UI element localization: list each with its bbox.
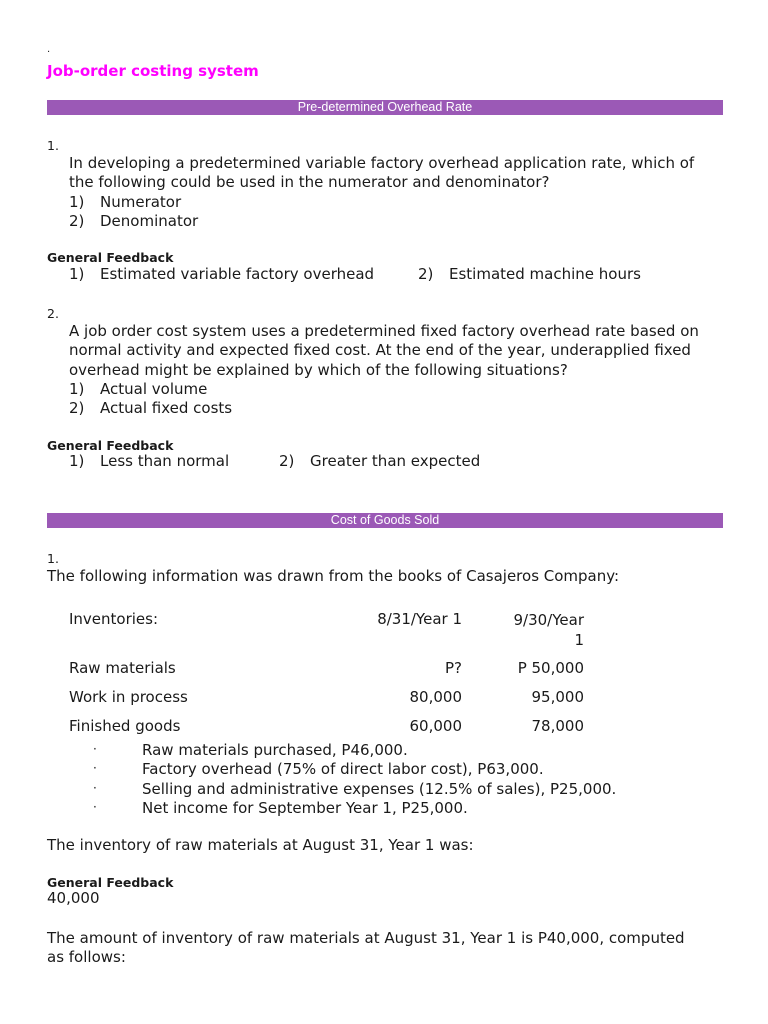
feedback-label: General Feedback — [47, 438, 174, 453]
question-text: The inventory of raw materials at August 31, Year 1 was: — [47, 836, 474, 854]
feedback-label: General Feedback — [47, 250, 174, 265]
question-option — [69, 212, 198, 232]
table-header-date: 8/31/Year 1 — [377, 610, 462, 628]
answer-number: 1) — [69, 265, 85, 283]
question-text-line: In developing a predetermined variable factory overhead application rate, which of — [69, 154, 695, 172]
answer-text: Greater than expected — [310, 452, 481, 470]
document-title: Job-order costing system — [47, 62, 259, 80]
table-header-date-line: 9/30/Year — [513, 611, 584, 629]
bullet-dot: · — [93, 761, 97, 775]
question-number: 1. — [47, 138, 59, 153]
section-header-cogs: Cost of Goods Sold — [47, 513, 723, 528]
list-item: Net income for September Year 1, P25,000. — [142, 799, 468, 817]
question-text-line: A job order cost system uses a predetermined fixed factory overhead rate based on — [69, 322, 699, 340]
option-label: Actual volume — [100, 380, 208, 398]
question-text-line: normal activity and expected fixed cost. At the end of the year, underapplied fixed — [69, 341, 691, 359]
question-intro: The following information was drawn from the books of Casajeros Company: — [47, 567, 620, 585]
section-header-overhead-rate: Pre-determined Overhead Rate — [47, 100, 723, 115]
question-option — [69, 193, 181, 213]
answer-number: 1) — [69, 452, 85, 470]
feedback-answer — [279, 452, 480, 472]
list-item: Selling and administrative expenses (12.5% of sales), P25,000. — [142, 780, 617, 798]
explanation-line: as follows: — [47, 948, 126, 966]
bullet-dot: · — [93, 742, 97, 756]
table-row-label: Work in process — [69, 688, 188, 706]
table-cell: 80,000 — [409, 688, 462, 706]
answer-number: 2) — [418, 265, 434, 283]
answer-text: Estimated variable factory overhead — [100, 265, 375, 283]
table-header-label: Inventories: — [69, 610, 159, 628]
list-item: Raw materials purchased, P46,000. — [142, 741, 408, 759]
question-number: 2. — [47, 306, 59, 321]
feedback-answer — [69, 452, 229, 472]
option-number: 1) — [69, 193, 85, 211]
option-label: Actual fixed costs — [100, 399, 233, 417]
option-number: 2) — [69, 399, 85, 417]
question-option — [69, 399, 232, 419]
table-cell: P? — [444, 659, 462, 677]
question-text-line: overhead might be explained by which of the following situations? — [69, 361, 568, 379]
answer-text: Less than normal — [100, 452, 230, 470]
table-header-date-line: 1 — [574, 631, 584, 649]
feedback-answer — [69, 265, 374, 285]
answer-number: 2) — [279, 452, 295, 470]
option-number: 1) — [69, 380, 85, 398]
page-marker: . — [47, 44, 51, 55]
answer-text: Estimated machine hours — [449, 265, 641, 283]
bullet-dot: · — [93, 781, 97, 795]
list-item: Factory overhead (75% of direct labor cost), P63,000. — [142, 760, 544, 778]
option-number: 2) — [69, 212, 85, 230]
feedback-answer: 40,000 — [47, 889, 100, 907]
table-cell: 95,000 — [531, 688, 584, 706]
table-row-label: Finished goods — [69, 717, 181, 735]
table-cell: 78,000 — [531, 717, 584, 735]
option-label: Denominator — [100, 212, 199, 230]
option-label: Numerator — [100, 193, 182, 211]
question-text-line: the following could be used in the numerator and denominator? — [69, 173, 550, 191]
table-row-label: Raw materials — [69, 659, 176, 677]
bullet-dot: · — [93, 800, 97, 814]
table-cell: P 50,000 — [517, 659, 584, 677]
question-option — [69, 380, 207, 400]
table-header-date — [514, 610, 585, 650]
feedback-answer — [418, 265, 641, 285]
table-cell: 60,000 — [409, 717, 462, 735]
question-number: 1. — [47, 551, 59, 566]
feedback-label: General Feedback — [47, 875, 174, 890]
explanation-line: The amount of inventory of raw materials at August 31, Year 1 is P40,000, computed — [47, 929, 685, 947]
